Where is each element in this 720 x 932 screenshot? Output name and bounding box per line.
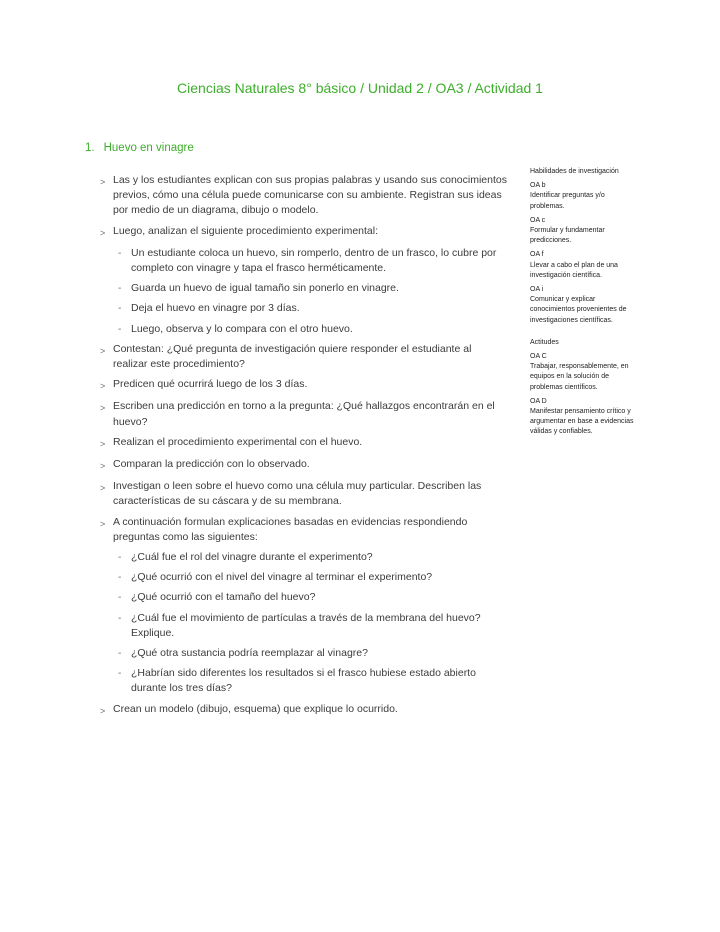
list-item (100, 173, 508, 219)
sub-item-text: ¿Cuál fue el rol del vinagre durante el experimento? (131, 551, 373, 564)
list-item (100, 515, 508, 545)
oa-code: OA i (530, 286, 544, 294)
sub-list-item (118, 246, 508, 276)
sub-item-text: Un estudiante coloca un huevo, sin romperlo, dentro de un frasco, lo cubre por completo con vinagre y tapa el frasco herméticamente. (131, 246, 497, 275)
list-item-text: Realizan el procedimiento experimental con el huevo. (113, 435, 363, 448)
chevron-bullet-marker: > (100, 518, 106, 529)
oa-code: OA c (530, 216, 546, 224)
sub-list (118, 550, 508, 697)
oa-code: OA C (530, 353, 547, 361)
section-number: 1. (85, 142, 95, 154)
dash-bullet-marker: - (118, 247, 122, 259)
dash-bullet-marker: - (118, 612, 122, 624)
sub-list-item (118, 590, 508, 605)
oa-description: Llevar a cabo el plan de una investigación científica. (530, 261, 618, 279)
chevron-bullet-marker: > (100, 381, 106, 392)
sub-item-text: Deja el huevo en vinagre por 3 días. (131, 302, 300, 315)
sub-list (118, 246, 508, 337)
sidebar-section-habilidades (530, 167, 638, 326)
sidebar-section-actitudes (530, 338, 638, 438)
list-item-text: Predicen qué ocurrirá luego de los 3 días. (113, 378, 308, 391)
oa-code: OA b (530, 182, 546, 190)
list-item-text: Escriben una predicción en torno a la pregunta: ¿Qué hallazgos encontrarán en el huevo? (113, 400, 495, 428)
list-item-text: Las y los estudiantes explican con sus propias palabras y usando sus conocimientos previos, cómo una célula puede comunicarse con su ambiente. Registran sus ideas por medio de un diagrama, dibujo o modelo. (113, 174, 507, 217)
sub-list-item (118, 301, 508, 316)
oa-description: Formular y fundamentar predicciones. (530, 227, 605, 245)
oa-description: Manifestar pensamiento crítico y argumentar en base a evidencias válidas y confiables. (530, 408, 634, 436)
list-item (100, 457, 508, 474)
list-item-text: Luego, analizan el siguiente procedimiento experimental: (113, 224, 379, 237)
dash-bullet-marker: - (118, 648, 122, 660)
sub-item-text: Guarda un huevo de igual tamaño sin ponerlo en vinagre. (131, 282, 399, 295)
sub-list-item (118, 550, 508, 565)
sub-item-text: ¿Qué ocurrió con el nivel del vinagre al terminar el experimento? (131, 571, 433, 584)
sub-item-text: Luego, observa y lo compara con el otro huevo. (131, 322, 353, 335)
chevron-bullet-marker: > (100, 177, 106, 187)
list-item-text: Investigan o leen sobre el huevo como una célula muy particular. Describen las características de su cáscara y de su membrana. (113, 480, 482, 508)
list-item (100, 399, 508, 429)
page-title: Ciencias Naturales 8° básico / Unidad 2 / OA3 / Actividad 1 (177, 80, 543, 96)
oa-code: OA f (530, 251, 544, 259)
sub-item-text: ¿Habrían sido diferentes los resultados si el frasco hubiese estado abierto durante los tres días? (131, 667, 476, 695)
sidebar-section-heading: Habilidades de investigación (530, 168, 619, 175)
list-item-text: Comparan la predicción con lo observado. (113, 458, 310, 471)
dash-bullet-marker: - (118, 572, 122, 584)
sub-item-text: ¿Qué ocurrió con el tamaño del huevo? (131, 591, 316, 604)
sub-item-text: ¿Cuál fue el movimiento de partículas a través de la membrana del huevo? Explique. (131, 611, 481, 639)
section-heading (85, 142, 194, 154)
dash-bullet-marker: - (118, 552, 122, 564)
chevron-bullet-marker: > (100, 227, 106, 238)
oa-description: Comunicar y explicar conocimientos provenientes de investigaciones científicas. (530, 296, 627, 324)
sidebar-curriculum-objectives (530, 167, 638, 450)
list-item (100, 342, 508, 372)
list-item (100, 479, 508, 509)
oa-description: Trabajar, responsablemente, en equipos en la solución de problemas científicos. (530, 363, 629, 391)
oa-code: OA D (530, 397, 547, 405)
sub-list-item (118, 646, 508, 661)
chevron-bullet-marker: > (100, 483, 106, 494)
chevron-bullet-marker: > (100, 438, 106, 449)
sub-list-item (118, 281, 508, 296)
list-item (100, 377, 508, 394)
list-item-text: Contestan: ¿Qué pregunta de investigación quiere responder el estudiante al realizar este procedimiento? (113, 342, 472, 371)
dash-bullet-marker: - (118, 323, 122, 335)
sub-list-item (118, 666, 508, 696)
dash-bullet-marker: - (118, 303, 122, 315)
list-item-text: Crean un modelo (dibujo, esquema) que explique lo ocurrido. (113, 702, 398, 715)
list-item (100, 224, 508, 241)
oa-description: Identificar preguntas y/o problemas. (530, 192, 605, 210)
sidebar-section-heading: Actitudes (530, 338, 559, 346)
chevron-bullet-marker: > (100, 403, 106, 414)
sub-item-text: ¿Qué otra sustancia podría reemplazar al vinagre? (131, 647, 368, 660)
dash-bullet-marker: - (118, 592, 122, 604)
sub-list-item (118, 322, 508, 337)
chevron-bullet-marker: > (100, 345, 106, 356)
list-item (100, 702, 508, 719)
section-title: Huevo en vinagre (103, 142, 194, 154)
dash-bullet-marker: - (118, 283, 122, 295)
sub-list-item (118, 570, 508, 585)
list-item (100, 435, 508, 452)
list-item-text: A continuación formulan explicaciones basadas en evidencias respondiendo preguntas como las siguientes: (113, 515, 468, 543)
activity-steps-list (100, 173, 508, 724)
chevron-bullet-marker: > (100, 705, 106, 716)
chevron-bullet-marker: > (100, 461, 106, 472)
dash-bullet-marker: - (118, 668, 122, 680)
sub-list-item (118, 611, 508, 641)
